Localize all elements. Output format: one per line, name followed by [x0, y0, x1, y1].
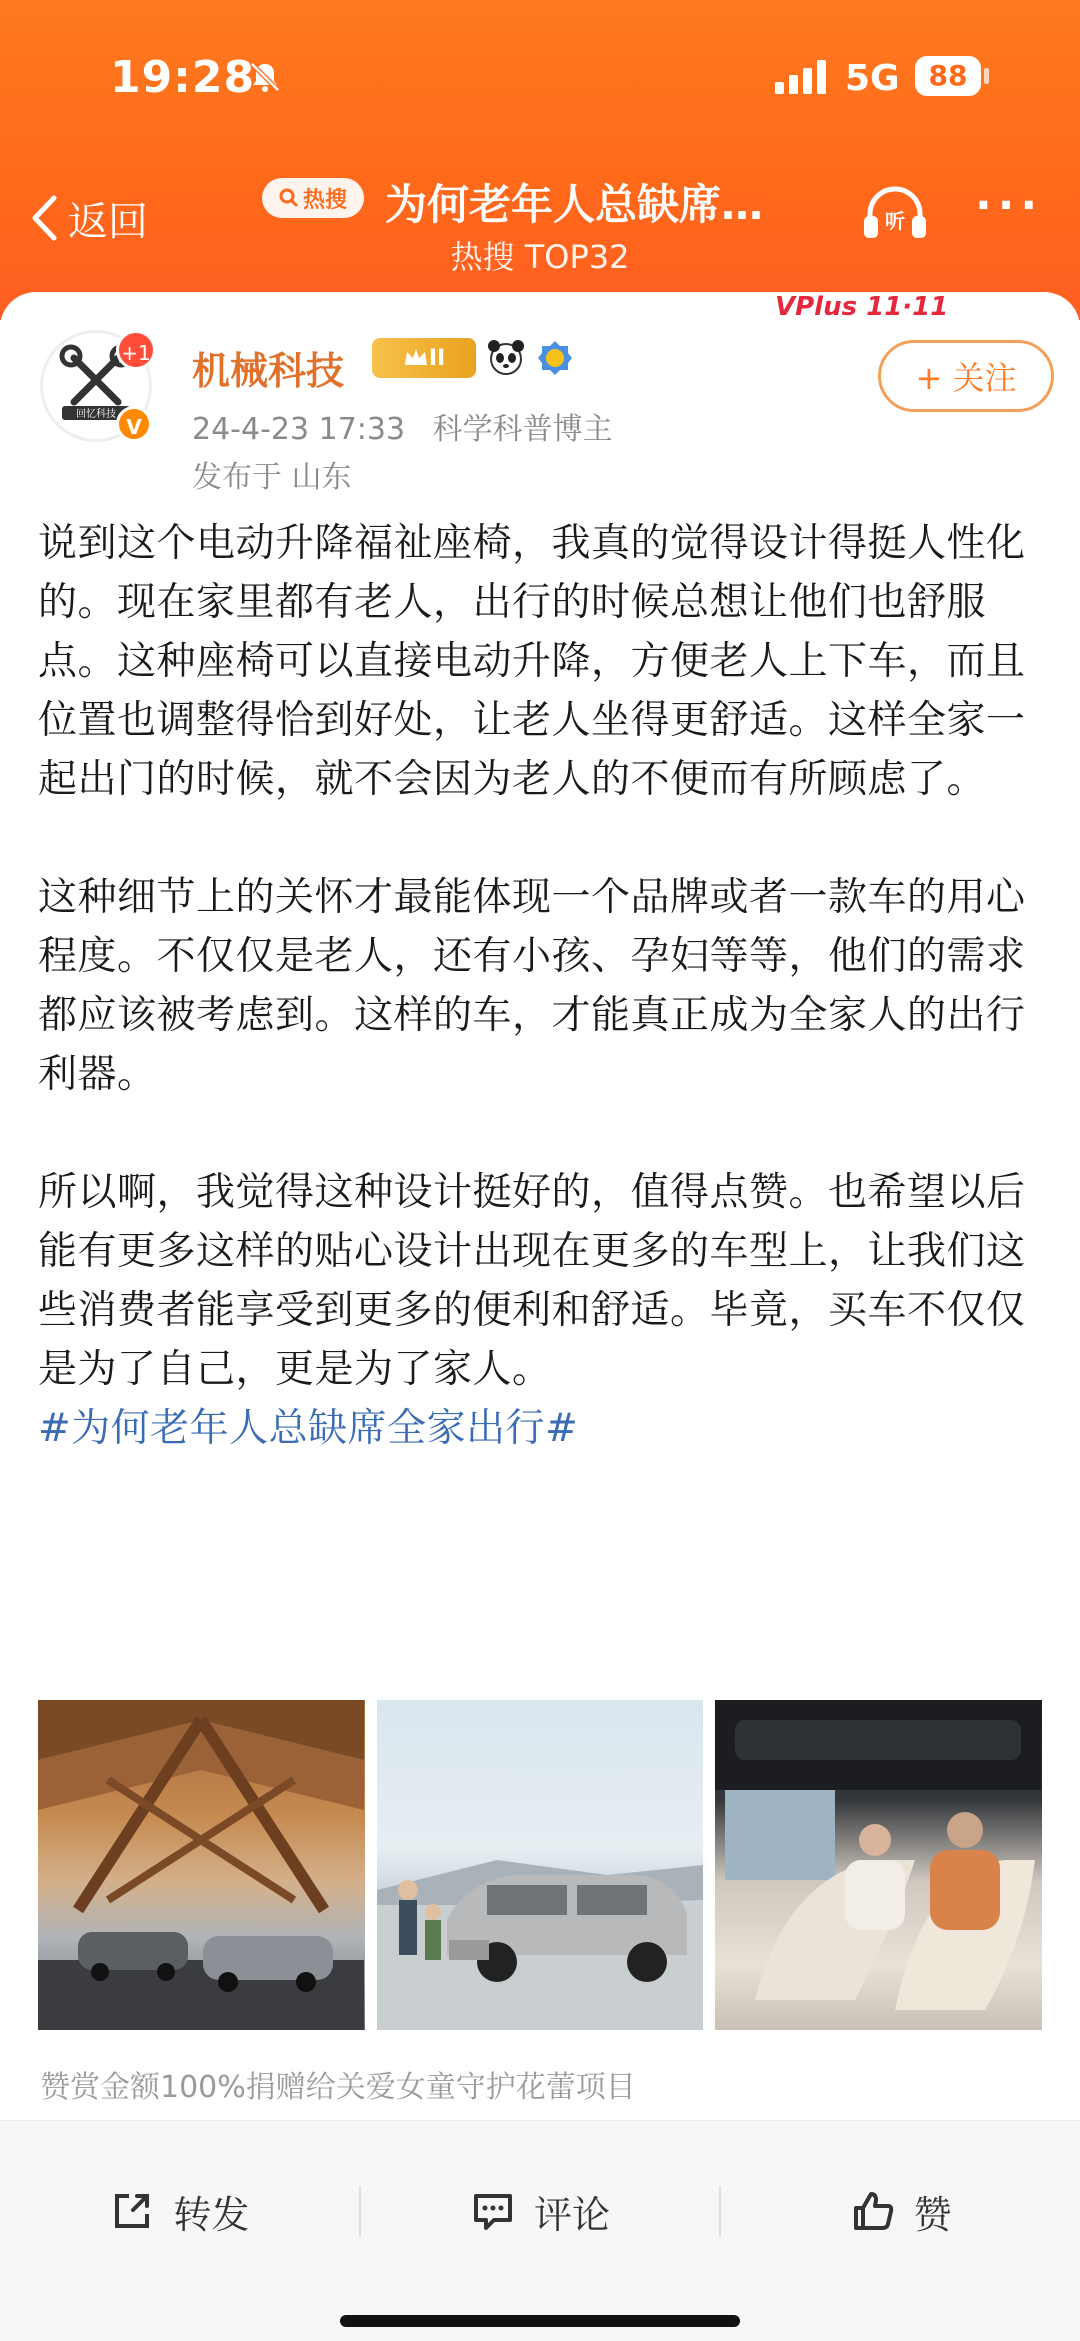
- crown-icon: [403, 347, 429, 369]
- thumbs-up-icon: [850, 2188, 896, 2234]
- comment-label: 评论: [534, 2192, 611, 2237]
- donation-note: 赞赏金额100%捐赠给关爱女童守护花蕾项目: [40, 2070, 636, 2105]
- verified-badge: V: [116, 406, 152, 442]
- listen-button[interactable]: [860, 182, 930, 242]
- home-indicator: [340, 2315, 740, 2327]
- repost-button[interactable]: [0, 2161, 359, 2261]
- status-time: 19:28: [110, 52, 256, 103]
- image-gallery: [38, 1700, 1042, 2030]
- listen-label: 听: [885, 209, 905, 233]
- post-image-3[interactable]: [715, 1700, 1042, 2030]
- header-background: [0, 0, 1080, 320]
- level-label: II: [428, 345, 446, 371]
- panda-icon: [486, 338, 526, 378]
- follow-label: + 关注: [915, 359, 1017, 397]
- page-subtitle: 热搜 TOP32: [450, 238, 630, 276]
- family-minivan-image: [377, 1700, 703, 2030]
- verified-blue-icon: [536, 339, 574, 377]
- comment-icon: [470, 2188, 516, 2234]
- post-meta: [192, 404, 613, 448]
- post-paragraph: 这种细节上的关怀才最能体现一个品牌或者一款车的用心程度。不仅仅是老人，还有小孩、孕妇等等，他们的需求都应该被考虑到。这样的车，才能真正成为全家人的出行利器。: [38, 875, 1026, 1097]
- share-icon: [109, 2188, 155, 2234]
- notification-count: +1: [116, 330, 156, 370]
- repost-label: 转发: [173, 2192, 250, 2237]
- follow-button[interactable]: [878, 340, 1054, 412]
- post-timestamp: 24-4-23 17:33: [192, 412, 406, 447]
- post-image-1[interactable]: [38, 1700, 365, 2030]
- battery-indicator: 88: [915, 56, 981, 96]
- more-options-icon[interactable]: ···: [975, 180, 1044, 231]
- post-paragraph: 所以啊，我觉得这种设计挺好的，值得点赞。也希望以后能有更多这样的贴心设计出现在更多的车型上，让我们这些消费者能享受到更多的便利和舒适。毕竟，买车不仅仅是为了自己，更是为了家人。: [38, 1170, 1026, 1392]
- hashtag-link[interactable]: #为何老年人总缺席全家出行#: [38, 1406, 579, 1451]
- post-paragraph: 说到这个电动升降福祉座椅，我真的觉得设计得挺人性化的。现在家里都有老人，出行的时候总想让他们也舒服点。这种座椅可以直接电动升降，方便老人上下车，而且位置也调整得恰到好处，让老人坐得更舒适。这样全家一起出门的时候，就不会因为老人的不便而有所顾虑了。: [38, 521, 1026, 802]
- search-icon: [279, 188, 299, 208]
- author-badges: [372, 338, 574, 378]
- post-content: [38, 514, 1048, 1458]
- status-bar: [0, 40, 1080, 120]
- like-label: 赞: [913, 2192, 952, 2237]
- post-image-2[interactable]: [377, 1700, 704, 2030]
- author-name[interactable]: 机械科技: [192, 349, 345, 393]
- headphones-icon: [860, 182, 930, 242]
- hot-search-badge: [262, 178, 364, 218]
- author-category: 科学科普博主: [432, 412, 613, 447]
- mute-icon: [248, 60, 282, 94]
- vplus-promo-badge: VPlus 11·11: [775, 292, 949, 322]
- like-button[interactable]: [721, 2161, 1080, 2261]
- nav-bar: [0, 160, 1080, 290]
- battery-tip: [984, 68, 989, 84]
- post-location: 发布于 山东: [192, 460, 352, 495]
- page-title: 为何老年人总缺席…: [385, 180, 764, 229]
- comment-button[interactable]: [361, 2161, 720, 2261]
- avatar-text: 回忆科技: [76, 409, 116, 420]
- back-label: 返回: [68, 198, 148, 245]
- hot-label: 热搜: [302, 187, 347, 213]
- post-card: [0, 292, 1080, 2122]
- avatar[interactable]: [40, 330, 152, 442]
- signal-icon: [775, 60, 827, 94]
- wooden-pavilion-cars-image: [38, 1700, 364, 2030]
- network-type: 5G: [845, 58, 900, 99]
- crown-level-icon: [372, 338, 476, 378]
- bottom-action-bar: [0, 2120, 1080, 2341]
- van-interior-seats-image: [715, 1700, 1041, 2030]
